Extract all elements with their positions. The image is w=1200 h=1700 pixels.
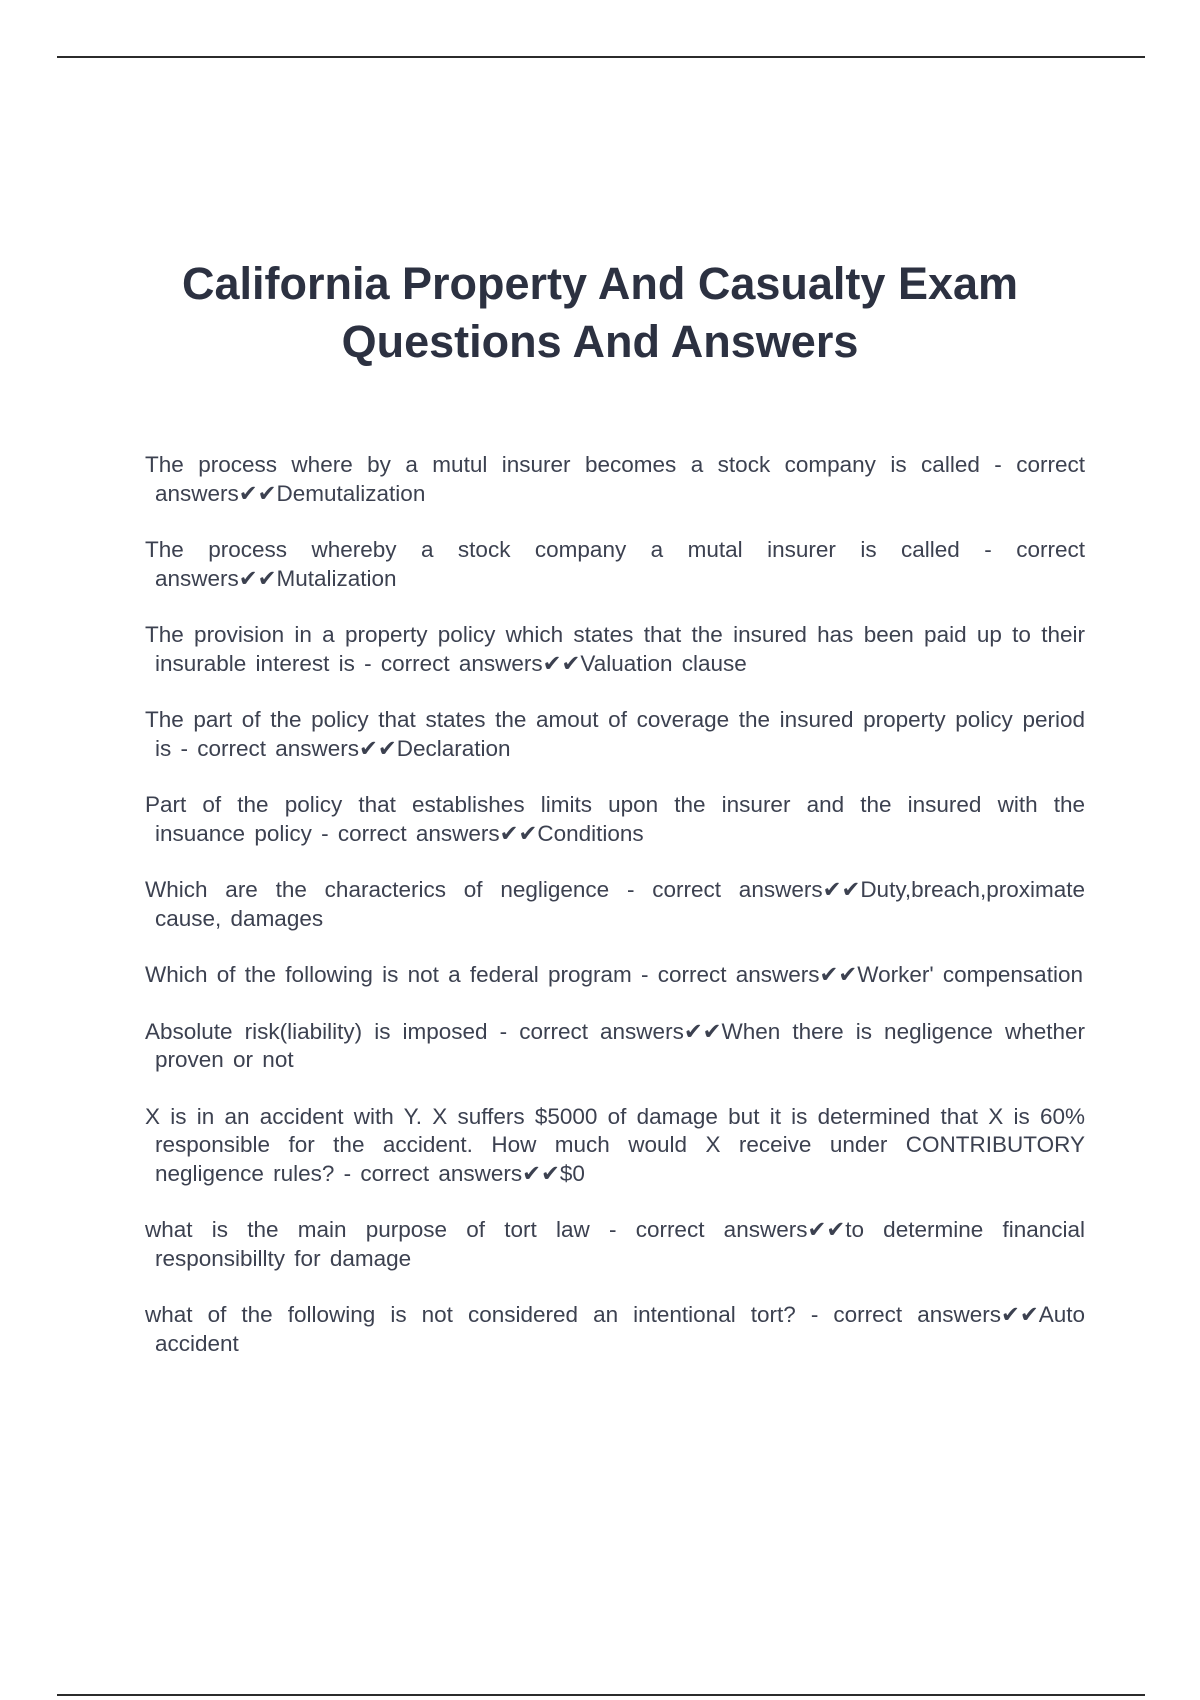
check-icon: ✔✔ [499,820,538,846]
answer-label: correct answers [337,820,500,846]
separator: - [979,452,1017,477]
answer-label: correct answers [635,1217,808,1242]
separator: - [311,820,338,846]
check-icon: ✔✔ [1001,1302,1039,1327]
qa-item [145,1301,1085,1358]
check-icon: ✔✔ [522,1160,560,1186]
question-text: what of the following is not considered an intentional tort? [145,1302,796,1327]
answer-text: Mutalization [276,565,397,591]
question-text: Part of the policy that establishes limits upon the insurer and the insured with the insuance policy [145,792,1085,846]
question-text: The process whereby a stock company a mutal insurer is called [145,537,960,562]
top-rule [57,56,1145,58]
separator: - [631,962,658,987]
qa-item [145,1103,1085,1189]
answer-label: correct answers [657,962,820,987]
qa-item [145,876,1085,933]
separator: - [334,1160,361,1186]
answer-text: Declaration [396,735,511,761]
qa-item [145,961,1085,990]
separator: - [487,1018,520,1044]
separator: - [795,1302,834,1327]
check-icon: ✔✔ [238,480,277,506]
question-text: Absolute risk(liability) is imposed [145,1018,488,1044]
bottom-rule [57,1694,1145,1696]
qa-item [145,451,1085,508]
answer-text: Worker' compensation [857,962,1083,987]
separator: - [959,537,1017,562]
check-icon: ✔✔ [683,1018,722,1044]
qa-item [145,536,1085,593]
answer-label: correct answers [197,735,360,761]
qa-list [145,451,1085,1386]
separator: - [589,1217,636,1242]
check-icon: ✔✔ [238,565,277,591]
check-icon: ✔✔ [819,962,858,987]
answer-label: correct answers [155,452,1085,506]
answer-text: Demutalization [276,480,426,506]
answer-text: When there is negligence whether proven or not [155,1018,1086,1072]
qa-item [145,1216,1085,1273]
question-text: The process where by a mutul insurer becomes a stock company is called [145,452,980,477]
separator: - [609,877,653,902]
question-text: The part of the policy that states the amout of coverage the insured property policy period is [145,707,1085,761]
question-text: The provision in a property policy which states that the insured has been paid up to their insurable interest is [145,622,1085,676]
question-text: X is in an accident with Y. X suffers $5000 of damage but it is determined that X is 60% responsible for the accident. How much would X receive under CONTRIBUTORY negligence rules? [145,1103,1085,1186]
answer-text: Valuation clause [580,650,747,676]
answer-text: to determine financial responsibillty for damage [155,1217,1086,1271]
answer-text: Duty,breach,proximate cause, damages [155,877,1085,931]
answer-label: correct answers [155,537,1085,591]
check-icon: ✔✔ [359,735,397,761]
check-icon: ✔✔ [822,877,861,902]
answer-label: correct answers [360,1160,523,1186]
answer-label: correct answers [380,650,543,676]
question-text: Which are the characterics of negligence [145,877,610,902]
answer-label: correct answers [833,1302,1001,1327]
qa-item [145,791,1085,848]
separator: - [171,735,198,761]
qa-item [145,706,1085,763]
question-text: Which of the following is not a federal program [145,962,632,987]
qa-item [145,1018,1085,1075]
page-title: California Property And Casualty Exam Questions And Answers [181,258,1019,367]
answer-text: $0 [559,1160,585,1186]
question-text: what is the main purpose of tort law [145,1217,590,1242]
answer-label: correct answers [652,877,823,902]
separator: - [354,650,381,676]
check-icon: ✔✔ [807,1217,846,1242]
qa-item [145,621,1085,678]
check-icon: ✔✔ [542,650,581,676]
answer-text: Auto accident [155,1302,1086,1356]
answer-text: Conditions [537,820,644,846]
answer-label: correct answers [519,1018,684,1044]
